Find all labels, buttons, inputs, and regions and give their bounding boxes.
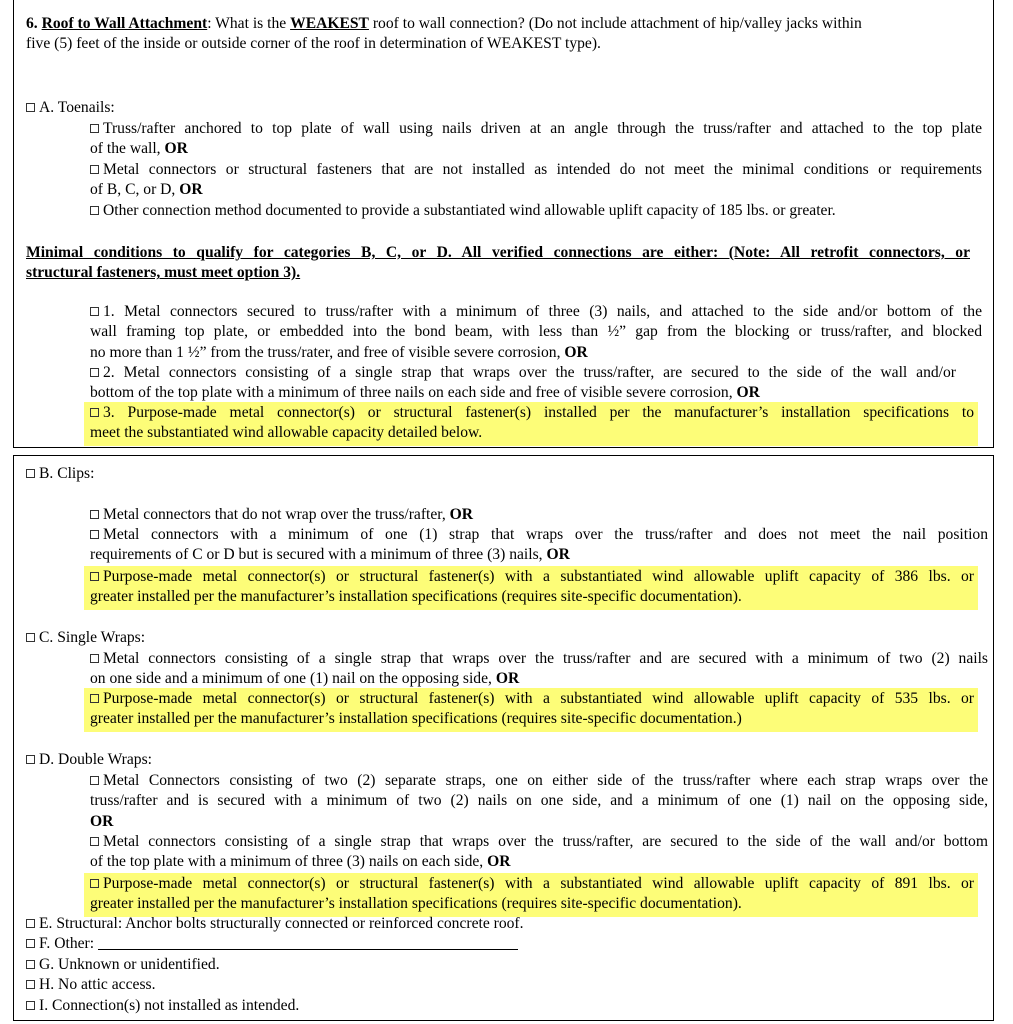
checkbox-b-3[interactable] bbox=[90, 572, 99, 581]
checkbox-f[interactable] bbox=[26, 939, 35, 948]
option-b-item-1[interactable]: Metal connectors that do not wrap over the truss/rafter, OR bbox=[90, 505, 473, 525]
section-title: Roof to Wall Attachment bbox=[41, 15, 208, 32]
option-b[interactable]: B. Clips: bbox=[26, 464, 94, 484]
checkbox-condition-1[interactable] bbox=[90, 307, 99, 316]
checkbox-condition-2[interactable] bbox=[90, 368, 99, 377]
checkbox-b-2[interactable] bbox=[90, 530, 99, 539]
condition-1[interactable]: 1. Metal connectors secured to truss/rafter with a minimum of three (3) nails, and attached to the side and/or bottom of the wall framing top plate, or embedded into the bond beam, with less than ½” gap from the blocking or truss/rafter, and blocked no more than 1 ½” from the truss/rater, and free of visible severe corrosion, OR bbox=[90, 303, 982, 361]
option-d-item-1[interactable]: Metal Connectors consisting of two (2) separate straps, one on either side of the truss/rafter where each strap wraps over the truss/rafter and is secured with a minimum of two (2) nails on one side, and a minimum of one (1) nail on the opposing side, OR bbox=[90, 772, 988, 830]
section-number: 6. bbox=[26, 15, 38, 32]
option-a[interactable]: A. Toenails: bbox=[26, 98, 115, 118]
minimal-conditions-heading: Minimal conditions to qualify for categories B, C, or D. All verified connections are either: (Note: All retrofit connectors, or structural fasteners, must meet option 3). bbox=[26, 244, 970, 282]
condition-2[interactable]: 2. Metal connectors consisting of a single strap that wraps over the truss/rafter, are secured to the side of the wall and/or bottom of the top plate with a minimum of three nails on each side and free of visible severe corrosion, OR bbox=[90, 364, 956, 402]
option-e[interactable]: E. Structural: Anchor bolts structurally connected or reinforced concrete roof. bbox=[26, 914, 524, 934]
checkbox-c[interactable] bbox=[26, 633, 35, 642]
checkbox-i[interactable] bbox=[26, 1001, 35, 1010]
options-b-to-i-box bbox=[13, 455, 994, 1021]
checkbox-d-2[interactable] bbox=[90, 837, 99, 846]
option-a-item-1[interactable]: Truss/rafter anchored to top plate of wall using nails driven at an angle through the truss/rafter and attached to the top plate of the wall, OR bbox=[90, 120, 982, 158]
section-question-line2: five (5) feet of the inside or outside corner of the roof in determination of WEAKEST type). bbox=[26, 35, 601, 52]
checkbox-g[interactable] bbox=[26, 960, 35, 969]
option-c-item-1[interactable]: Metal connectors consisting of a single strap that wraps over the truss/rafter and are secured with a minimum of two (2) nails on one side and a minimum of one (1) nail on the opposing side, OR bbox=[90, 650, 988, 688]
option-c[interactable]: C. Single Wraps: bbox=[26, 628, 145, 648]
condition-3-highlighted[interactable]: 3. Purpose-made metal connector(s) or structural fastener(s) installed per the manufacturer’s installation specifications to meet the substantiated wind allowable capacity detailed below. bbox=[84, 402, 978, 446]
weakest-emphasis: WEAKEST bbox=[290, 15, 369, 32]
checkbox-a-1[interactable] bbox=[90, 124, 99, 133]
option-g[interactable]: G. Unknown or unidentified. bbox=[26, 955, 220, 975]
option-d[interactable]: D. Double Wraps: bbox=[26, 750, 152, 770]
checkbox-c-1[interactable] bbox=[90, 654, 99, 663]
checkbox-a-2[interactable] bbox=[90, 165, 99, 174]
option-c-item-2-highlighted[interactable]: Purpose-made metal connector(s) or structural fastener(s) with a substantiated wind allowable uplift capacity of 535 lbs. or greater installed per the manufacturer’s installation specifications (requires site-specific documentation.) bbox=[84, 688, 978, 732]
checkbox-b-1[interactable] bbox=[90, 510, 99, 519]
checkbox-a[interactable] bbox=[26, 103, 35, 112]
checkbox-h[interactable] bbox=[26, 980, 35, 989]
checkbox-b[interactable] bbox=[26, 469, 35, 478]
checkbox-a-3[interactable] bbox=[90, 206, 99, 215]
option-i[interactable]: I. Connection(s) not installed as intended. bbox=[26, 996, 299, 1016]
option-b-item-2[interactable]: Metal connectors with a minimum of one (1) strap that wraps over the truss/rafter and does not meet the nail position requirements of C or D but is secured with a minimum of three (3) nails, OR bbox=[90, 526, 988, 564]
checkbox-c-2[interactable] bbox=[90, 694, 99, 703]
other-blank-line[interactable] bbox=[98, 937, 518, 950]
option-b-item-3-highlighted[interactable]: Purpose-made metal connector(s) or structural fastener(s) with a substantiated wind allowable uplift capacity of 386 lbs. or greater installed per the manufacturer’s installation specifications (requires site-specific documentation). bbox=[84, 566, 978, 610]
checkbox-d-1[interactable] bbox=[90, 776, 99, 785]
checkbox-e[interactable] bbox=[26, 919, 35, 928]
option-a-item-3[interactable]: Other connection method documented to provide a substantiated wind allowable uplift capacity of 185 lbs. or greater. bbox=[90, 201, 836, 221]
checkbox-d-3[interactable] bbox=[90, 879, 99, 888]
option-a-item-2[interactable]: Metal connectors or structural fasteners that are not installed as intended do not meet the minimal conditions or requirements of B, C, or D, OR bbox=[90, 161, 982, 199]
option-f[interactable]: F. Other: bbox=[26, 934, 518, 954]
option-h[interactable]: H. No attic access. bbox=[26, 975, 155, 995]
section-heading: 6. Roof to Wall Attachment: What is the WEAKEST roof to wall connection? (Do not include attachment of hip/valley jacks within bbox=[26, 15, 862, 32]
checkbox-d[interactable] bbox=[26, 755, 35, 764]
option-d-item-3-highlighted[interactable]: Purpose-made metal connector(s) or structural fastener(s) with a substantiated wind allowable uplift capacity of 891 lbs. or greater installed per the manufacturer’s installation specifications (requires site-specific documentation). bbox=[84, 873, 978, 917]
section-6-box bbox=[13, 0, 994, 448]
option-d-item-2[interactable]: Metal connectors consisting of a single strap that wraps over the truss/rafter, are secured to the side of the wall and/or bottom of the top plate with a minimum of three (3) nails on each side, OR bbox=[90, 833, 988, 871]
checkbox-condition-3[interactable] bbox=[90, 408, 99, 417]
